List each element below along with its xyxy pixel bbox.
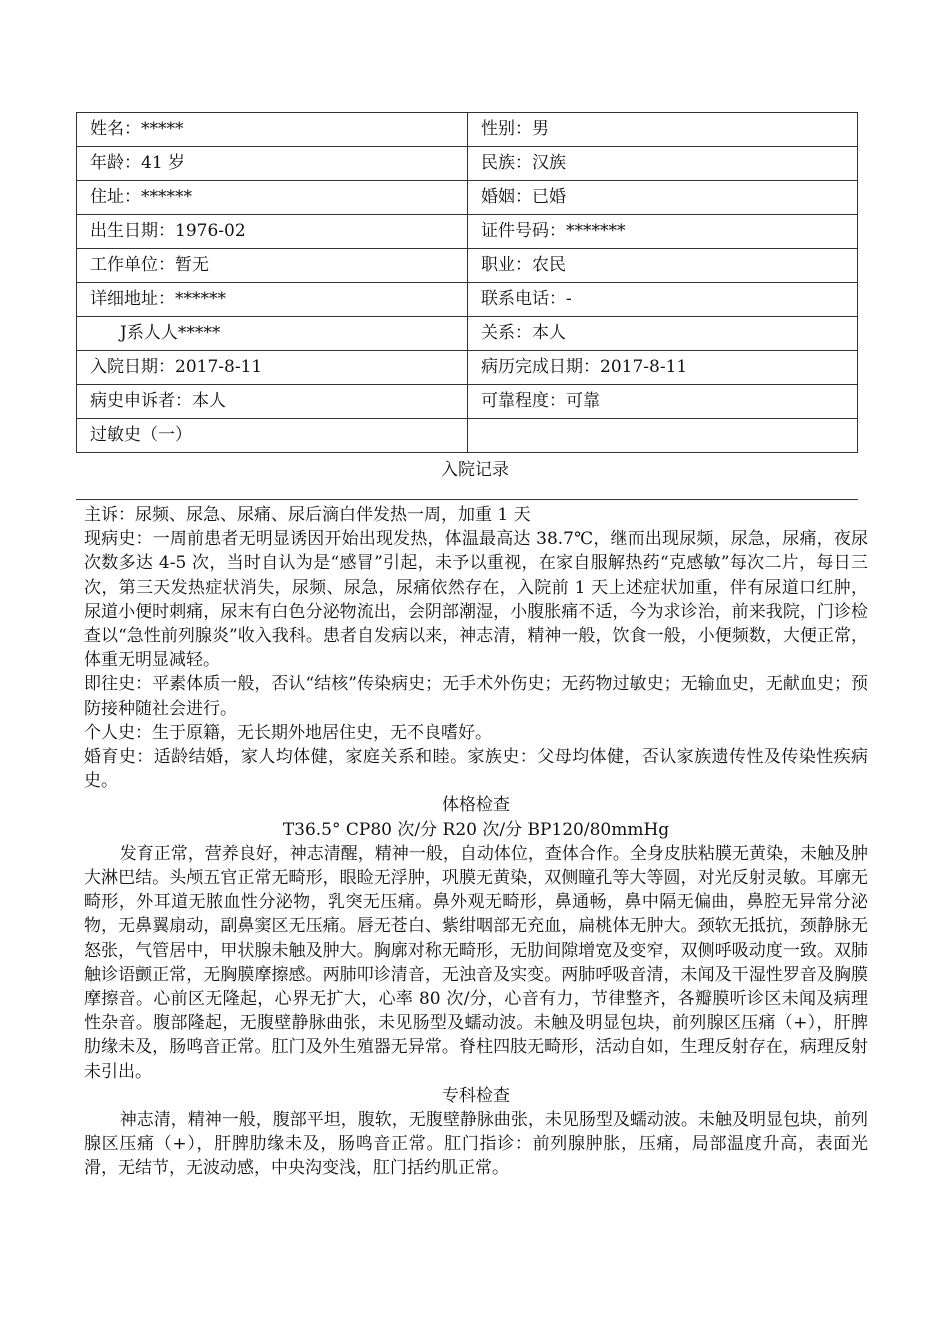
info-cell bbox=[468, 283, 858, 317]
info-cell-text: 证件号码：******* bbox=[481, 221, 626, 241]
info-cell-text: 性别：男 bbox=[481, 119, 549, 139]
info-cell bbox=[468, 249, 858, 283]
marriage-family-history: 婚育史：适龄结婚，家人均体健，家庭关系和睦。家族史：父母均体健，否认家族遗传性及传染性疾病史。 bbox=[84, 747, 868, 792]
info-cell bbox=[77, 419, 468, 453]
info-cell bbox=[468, 181, 858, 215]
present-illness: 现病史：一周前患者无明显诱因开始出现发热，体温最高达 38.7℃，继而出现尿频，尿急，尿痛，夜尿次数多达 4-5 次，当时自认为是“感冒”引起，未予以重视，在家自服解热药“克感敏”每次二片，每日三次，第三天发热症状消失，尿频、尿急，尿痛依然存在，入院前 1 天上述症状加重，伴有尿道口红肿，尿道小便时刺痛，尿末有白色分泌物流出，会阴部潮湿，小腹胀痛不适，今为求诊治，前来我院，门诊检查以“急性前列腺炎”收入我科。患者自发病以来，神志清，精神一般，饮食一般，小便频数，大便正常，体重无明显减轻。 bbox=[84, 529, 868, 671]
past-history: 即往史：平素体质一般，否认“结核”传染病史；无手术外伤史；无药物过敏史；无输血史，无献血史；预防接种随社会进行。 bbox=[84, 674, 868, 719]
physical-exam-title: 体格检查 bbox=[442, 795, 510, 816]
info-cell bbox=[77, 249, 468, 283]
title-divider bbox=[76, 499, 858, 500]
patient-info-table bbox=[76, 112, 858, 453]
info-cell-text: J系人人***** bbox=[120, 323, 221, 343]
personal-history: 个人史：生于原籍，无长期外地居住史，无不良嗜好。 bbox=[84, 722, 492, 743]
record-body bbox=[84, 503, 868, 1181]
record-title: 入院记录 bbox=[441, 460, 509, 480]
info-cell bbox=[468, 419, 858, 453]
info-cell bbox=[77, 113, 468, 147]
info-cell-text: 过敏史（一） bbox=[90, 425, 192, 445]
info-cell bbox=[77, 351, 468, 385]
vital-signs: T36.5° CP80 次/分 R20 次/分 BP120/80mmHg bbox=[282, 819, 670, 840]
info-cell bbox=[77, 317, 468, 351]
info-cell-text: 可靠程度：可靠 bbox=[481, 391, 600, 411]
info-cell bbox=[77, 147, 468, 181]
info-cell bbox=[468, 317, 858, 351]
info-cell bbox=[77, 215, 468, 249]
info-cell-text: 关系：本人 bbox=[481, 323, 566, 343]
info-cell-text: 入院日期：2017-8-11 bbox=[90, 357, 263, 377]
info-cell bbox=[77, 181, 468, 215]
info-cell bbox=[468, 113, 858, 147]
info-cell-text: 病历完成日期：2017-8-11 bbox=[481, 357, 688, 377]
info-cell-text: 出生日期：1976-02 bbox=[90, 221, 246, 241]
info-row bbox=[77, 215, 858, 249]
info-cell bbox=[77, 283, 468, 317]
info-cell bbox=[468, 147, 858, 181]
info-cell-text: 详细地址：****** bbox=[90, 289, 226, 309]
info-row bbox=[77, 419, 858, 453]
info-cell-text: 职业：农民 bbox=[481, 255, 566, 275]
info-cell bbox=[77, 385, 468, 419]
info-cell-text: 姓名：***** bbox=[90, 119, 184, 139]
info-cell-text: 工作单位：暂无 bbox=[90, 255, 209, 275]
info-cell-text: 婚姻：已婚 bbox=[481, 187, 566, 207]
info-row bbox=[77, 351, 858, 385]
info-row bbox=[77, 181, 858, 215]
info-row bbox=[77, 249, 858, 283]
info-row bbox=[77, 385, 858, 419]
chief-complaint: 主诉：尿频、尿急、尿痛、尿后滴白伴发热一周，加重 1 天 bbox=[84, 505, 531, 525]
physical-exam-text: 发育正常，营养良好，神志清醒，精神一般，自动体位，查体合作。全身皮肤粘膜无黄染，未触及肿大淋巴结。头颅五官正常无畸形，眼睑无浮肿，巩膜无黄染，双侧瞳孔等大等圆，对光反射灵敏。耳廓无畸形，外耳道无脓血性分泌物，乳突无压痛。鼻外观无畸形，鼻通畅，鼻中隔无偏曲，鼻腔无异常分泌物，无鼻翼扇动，副鼻窦区无压痛。唇无苍白、紫绀咽部无充血，扁桃体无肿大。颈软无抵抗，颈静脉无怒张，气管居中，甲状腺未触及肿大。胸廓对称无畸形，无肋间隙增宽及变窄，双侧呼吸动度一致。双肺触诊语颤正常，无胸膜摩擦感。两肺叩诊清音，无浊音及实变。两肺呼吸音清，未闻及干湿性罗音及胸膜摩擦音。心前区无隆起，心界无扩大，心率 80 次/分，心音有力，节律整齐，各瓣膜听诊区未闻及病理性杂音。腹部隆起，无腹壁静脉曲张，未见肠型及蠕动波。未触及明显包块，前列腺区压痛（+），肝脾肋缘未及，肠鸣音正常。肛门及外生殖器无异常。脊柱四肢无畸形，活动自如，生理反射存在，病理反射未引出。 bbox=[84, 843, 868, 1082]
patient-info-body bbox=[77, 113, 858, 453]
info-cell-text: 民族：汉族 bbox=[481, 153, 566, 173]
info-cell-text: 联系电话：- bbox=[481, 289, 572, 309]
info-cell bbox=[468, 351, 858, 385]
info-row bbox=[77, 317, 858, 351]
info-cell-text: 病史申诉者：本人 bbox=[90, 391, 226, 411]
info-cell-text: 年龄：41 岁 bbox=[90, 153, 186, 173]
info-cell bbox=[468, 215, 858, 249]
info-row bbox=[77, 113, 858, 147]
specialist-exam-text: 神志清，精神一般，腹部平坦，腹软，无腹壁静脉曲张，未见肠型及蠕动波。未触及明显包块，前列腺区压痛（+），肝脾肋缘未及，肠鸣音正常。肛门指诊：前列腺肿胀，压痛，局部温度升高，表面光滑，无结节，无波动感，中央沟变浅，肛门括约肌正常。 bbox=[84, 1110, 868, 1179]
info-cell-text: 住址：****** bbox=[90, 187, 192, 207]
specialist-exam-title: 专科检查 bbox=[442, 1085, 510, 1106]
info-row bbox=[77, 283, 858, 317]
info-row bbox=[77, 147, 858, 181]
info-cell bbox=[468, 385, 858, 419]
